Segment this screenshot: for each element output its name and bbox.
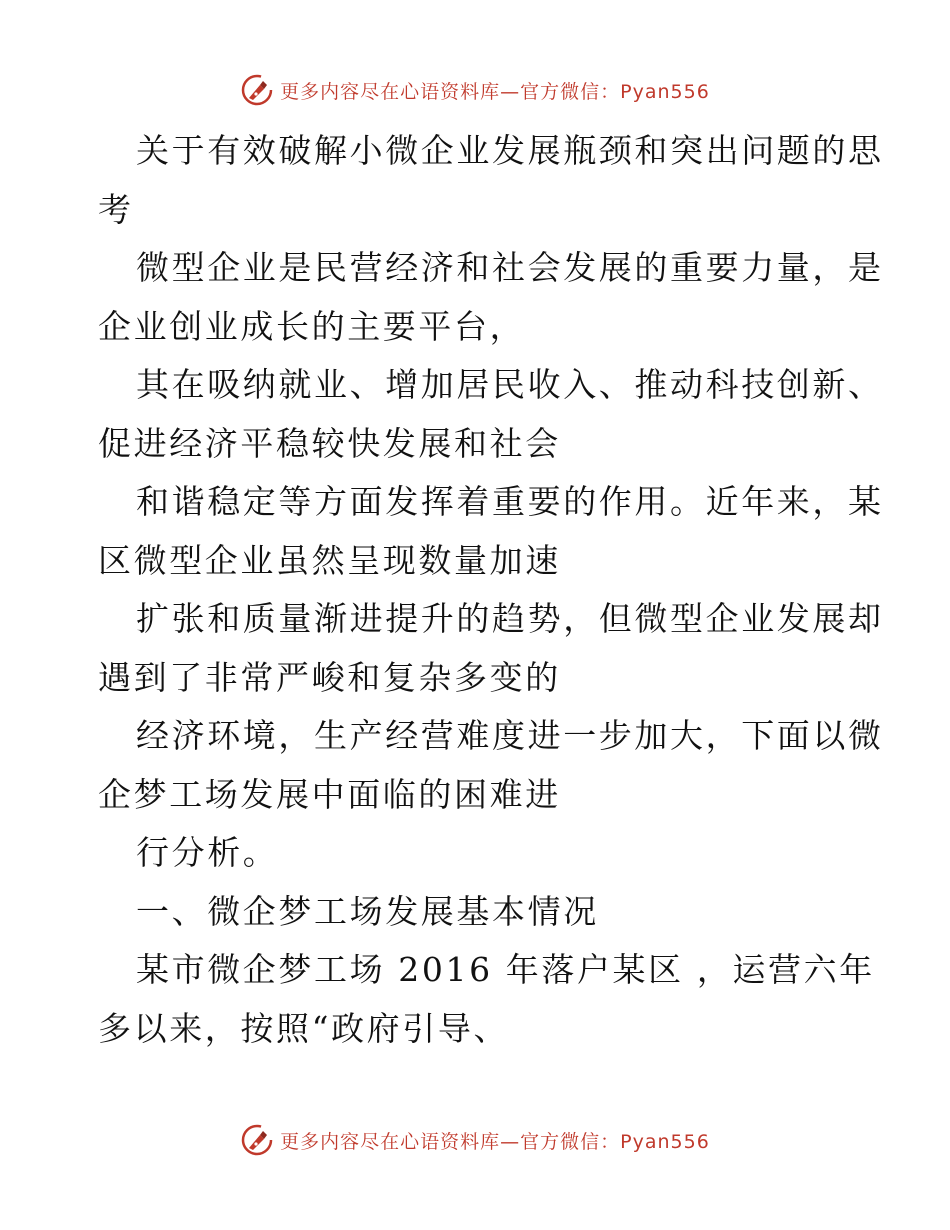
header-banner (0, 70, 950, 110)
text-line: 区微型企业虽然呈现数量加速 (98, 540, 561, 580)
text-line: 和谐稳定等方面发挥着重要的作用。近年来，某 (136, 482, 884, 521)
text-line: 关于有效破解小微企业发展瓶颈和突出问题的思 (136, 131, 884, 170)
text-line: 考 (98, 189, 134, 229)
text-line: 经济环境，生产经营难度进一步加大，下面以微 (136, 716, 884, 755)
text-line: 微型企业是民营经济和社会发展的重要力量，是 (136, 248, 884, 287)
text-line: 一、微企梦工场发展基本情况 (136, 891, 599, 931)
footer-banner-text: 更多内容尽在心语资料库—官方微信：Pyan556 (280, 1130, 710, 1153)
text-line: 某市微企梦工场 2016 年落户某区 ，运营六年 (136, 950, 875, 989)
text-line: 遇到了非常严峻和复杂多变的 (98, 657, 561, 697)
text-line: 扩张和质量渐进提升的趋势，但微型企业发展却 (136, 599, 884, 638)
text-line: 企梦工场发展中面临的困难进 (98, 774, 561, 814)
document-body (98, 122, 884, 1058)
text-line: 行分析。 (136, 833, 279, 872)
pen-nib-logo-icon (240, 1123, 274, 1157)
text-line: 其在吸纳就业、增加居民收入、推动科技创新、 (136, 365, 884, 404)
pen-nib-logo-icon (240, 73, 274, 107)
footer-banner (0, 1120, 950, 1160)
text-line: 多以来，按照“政府引导、 (98, 1008, 510, 1048)
text-line: 企业创业成长的主要平台， (98, 306, 526, 346)
header-banner-text: 更多内容尽在心语资料库—官方微信：Pyan556 (280, 80, 710, 103)
text-line: 促进经济平稳较快发展和社会 (98, 423, 561, 463)
